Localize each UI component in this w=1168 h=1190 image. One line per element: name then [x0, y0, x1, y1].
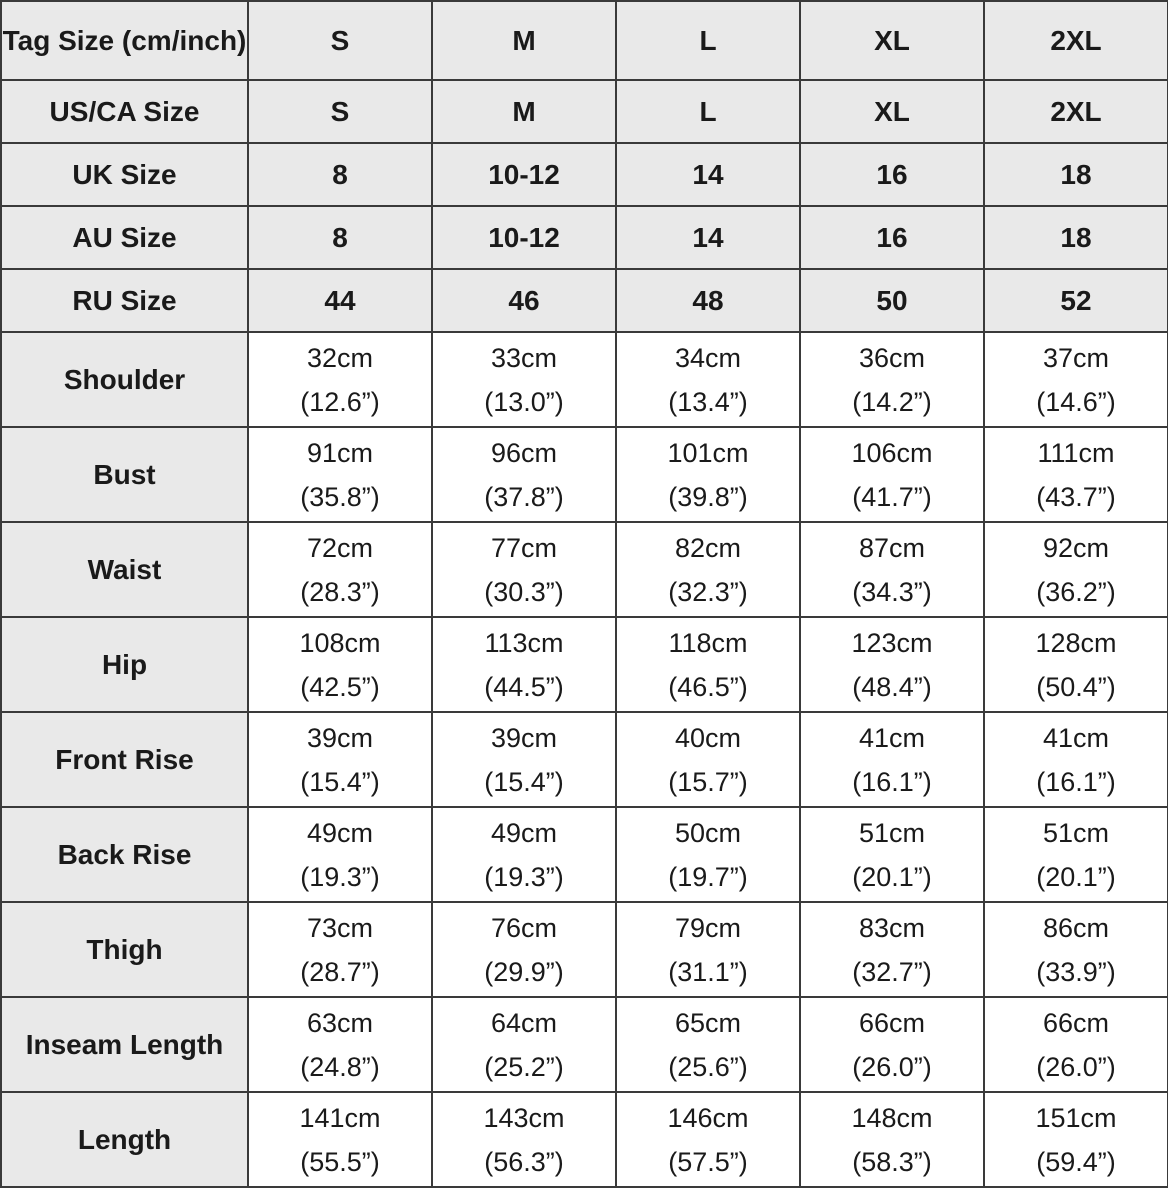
cm-value: 91cm: [306, 437, 374, 468]
measurement-cell: [800, 712, 984, 807]
inch-value: (48.4”): [852, 671, 932, 702]
inch-value: (57.5”): [668, 1146, 748, 1177]
measurement-cell: [984, 522, 1168, 617]
inch-value: (20.1”): [852, 861, 932, 892]
cm-value: 65cm: [674, 1007, 742, 1038]
size-cell: 16: [800, 143, 984, 206]
size-cell: 50: [800, 269, 984, 332]
cm-value: 106cm: [851, 437, 933, 468]
us-ca-size-row: [1, 80, 1168, 143]
inch-value: (20.1”): [1036, 861, 1116, 892]
cm-value: 63cm: [306, 1007, 374, 1038]
cm-value: 146cm: [667, 1102, 749, 1133]
au-size-row: [1, 206, 1168, 269]
measurement-cell: [432, 522, 616, 617]
row-label: RU Size: [1, 269, 248, 332]
size-cell: 44: [248, 269, 432, 332]
inch-value: (28.3”): [300, 576, 380, 607]
measurement-cell: [984, 712, 1168, 807]
cm-value: 72cm: [306, 532, 374, 563]
inch-value: (59.4”): [1036, 1146, 1116, 1177]
inch-value: (55.5”): [300, 1146, 380, 1177]
measurement-row: [1, 332, 1168, 427]
measurement-cell: [248, 1092, 432, 1187]
size-cell: XL: [800, 1, 984, 80]
cm-value: 118cm: [668, 627, 748, 658]
measurement-cell: [984, 427, 1168, 522]
inch-value: (31.1”): [668, 956, 748, 987]
measurement-cell: [616, 427, 800, 522]
row-label: Back Rise: [1, 807, 248, 902]
cm-value: 39cm: [490, 722, 558, 753]
cm-value: 141cm: [299, 1102, 381, 1133]
cm-value: 64cm: [490, 1007, 558, 1038]
cm-value: 32cm: [306, 342, 374, 373]
measurement-row: [1, 617, 1168, 712]
inch-value: (29.9”): [484, 956, 564, 987]
size-cell: 18: [984, 206, 1168, 269]
size-chart-body: [1, 1, 1168, 1187]
cm-value: 86cm: [1042, 912, 1110, 943]
measurement-cell: [248, 997, 432, 1092]
inch-value: (14.6”): [1036, 386, 1116, 417]
inch-value: (25.2”): [484, 1051, 564, 1082]
inch-value: (58.3”): [852, 1146, 932, 1177]
inch-value: (12.6”): [300, 386, 380, 417]
cm-value: 82cm: [674, 532, 742, 563]
measurement-cell: [248, 712, 432, 807]
cm-value: 33cm: [490, 342, 558, 373]
inch-value: (41.7”): [852, 481, 932, 512]
size-cell: 14: [616, 143, 800, 206]
cm-value: 92cm: [1042, 532, 1110, 563]
measurement-cell: [800, 807, 984, 902]
measurement-row: [1, 712, 1168, 807]
measurement-cell: [248, 902, 432, 997]
row-label: Shoulder: [1, 332, 248, 427]
inch-value: (16.1”): [1036, 766, 1116, 797]
inch-value: (50.4”): [1036, 671, 1116, 702]
size-cell: XL: [800, 80, 984, 143]
measurement-cell: [616, 807, 800, 902]
cm-value: 37cm: [1042, 342, 1110, 373]
cm-value: 36cm: [858, 342, 926, 373]
measurement-cell: [984, 902, 1168, 997]
cm-value: 77cm: [490, 532, 558, 563]
cm-value: 101cm: [667, 437, 749, 468]
measurement-row: [1, 522, 1168, 617]
cm-value: 113cm: [484, 627, 564, 658]
size-cell: M: [432, 1, 616, 80]
size-cell: 10-12: [432, 206, 616, 269]
measurement-cell: [800, 427, 984, 522]
ru-size-row: [1, 269, 1168, 332]
inch-value: (33.9”): [1036, 956, 1116, 987]
cm-value: 73cm: [306, 912, 374, 943]
size-cell: 46: [432, 269, 616, 332]
measurement-row: [1, 807, 1168, 902]
inch-value: (37.8”): [484, 481, 564, 512]
cm-value: 51cm: [1042, 817, 1110, 848]
cm-value: 87cm: [858, 532, 926, 563]
measurement-cell: [616, 902, 800, 997]
inch-value: (46.5”): [668, 671, 748, 702]
cm-value: 108cm: [299, 627, 381, 658]
measurement-cell: [248, 522, 432, 617]
cm-value: 79cm: [674, 912, 742, 943]
inch-value: (32.7”): [852, 956, 932, 987]
measurement-cell: [248, 617, 432, 712]
measurement-row: [1, 902, 1168, 997]
cm-value: 123cm: [851, 627, 933, 658]
size-cell: 48: [616, 269, 800, 332]
size-cell: 8: [248, 143, 432, 206]
size-cell: L: [616, 1, 800, 80]
measurement-row: [1, 427, 1168, 522]
row-label: Bust: [1, 427, 248, 522]
cm-value: 41cm: [1042, 722, 1110, 753]
cm-value: 148cm: [851, 1102, 933, 1133]
inch-value: (16.1”): [852, 766, 932, 797]
inch-value: (56.3”): [484, 1146, 564, 1177]
cm-value: 143cm: [483, 1102, 565, 1133]
cm-value: 66cm: [858, 1007, 926, 1038]
measurement-cell: [616, 997, 800, 1092]
inch-value: (35.8”): [300, 481, 380, 512]
measurement-cell: [616, 522, 800, 617]
row-label: US/CA Size: [1, 80, 248, 143]
inch-value: (19.7”): [668, 861, 748, 892]
measurement-cell: [432, 332, 616, 427]
inch-value: (30.3”): [484, 576, 564, 607]
cm-value: 83cm: [858, 912, 926, 943]
inch-value: (19.3”): [300, 861, 380, 892]
cm-value: 34cm: [674, 342, 742, 373]
tag-size-row: [1, 1, 1168, 80]
measurement-cell: [984, 332, 1168, 427]
cm-value: 128cm: [1035, 627, 1117, 658]
inch-value: (15.4”): [484, 766, 564, 797]
measurement-cell: [432, 902, 616, 997]
measurement-cell: [248, 427, 432, 522]
cm-value: 76cm: [490, 912, 558, 943]
measurement-cell: [800, 522, 984, 617]
measurement-cell: [800, 902, 984, 997]
uk-size-row: [1, 143, 1168, 206]
cm-value: 51cm: [858, 817, 926, 848]
measurement-cell: [432, 617, 616, 712]
measurement-cell: [432, 997, 616, 1092]
row-label: Thigh: [1, 902, 248, 997]
row-label: Hip: [1, 617, 248, 712]
inch-value: (25.6”): [668, 1051, 748, 1082]
size-cell: M: [432, 80, 616, 143]
measurement-cell: [248, 332, 432, 427]
inch-value: (26.0”): [852, 1051, 932, 1082]
measurement-cell: [616, 617, 800, 712]
size-cell: 8: [248, 206, 432, 269]
row-label: Waist: [1, 522, 248, 617]
row-label: Inseam Length: [1, 997, 248, 1092]
size-cell: 14: [616, 206, 800, 269]
cm-value: 96cm: [490, 437, 558, 468]
inch-value: (28.7”): [300, 956, 380, 987]
cm-value: 49cm: [306, 817, 374, 848]
measurement-cell: [616, 332, 800, 427]
measurement-cell: [800, 997, 984, 1092]
measurement-cell: [432, 427, 616, 522]
cm-value: 50cm: [674, 817, 742, 848]
size-cell: 18: [984, 143, 1168, 206]
size-cell: S: [248, 1, 432, 80]
size-cell: 2XL: [984, 80, 1168, 143]
size-cell: 16: [800, 206, 984, 269]
inch-value: (24.8”): [300, 1051, 380, 1082]
size-cell: S: [248, 80, 432, 143]
size-cell: 2XL: [984, 1, 1168, 80]
inch-value: (13.0”): [484, 386, 564, 417]
cm-value: 111cm: [1037, 437, 1115, 468]
measurement-cell: [616, 1092, 800, 1187]
inch-value: (42.5”): [300, 671, 380, 702]
cm-value: 40cm: [674, 722, 742, 753]
cm-value: 41cm: [858, 722, 926, 753]
inch-value: (15.4”): [300, 766, 380, 797]
measurement-cell: [984, 1092, 1168, 1187]
inch-value: (13.4”): [668, 386, 748, 417]
inch-value: (34.3”): [852, 576, 932, 607]
row-label: AU Size: [1, 206, 248, 269]
measurement-cell: [800, 617, 984, 712]
measurement-cell: [432, 712, 616, 807]
size-cell: 10-12: [432, 143, 616, 206]
inch-value: (19.3”): [484, 861, 564, 892]
inch-value: (44.5”): [484, 671, 564, 702]
row-label: Front Rise: [1, 712, 248, 807]
measurement-cell: [432, 807, 616, 902]
cm-value: 39cm: [306, 722, 374, 753]
cm-value: 66cm: [1042, 1007, 1110, 1038]
row-label: Length: [1, 1092, 248, 1187]
inch-value: (39.8”): [668, 481, 748, 512]
inch-value: (32.3”): [668, 576, 748, 607]
size-cell: 52: [984, 269, 1168, 332]
measurement-cell: [984, 617, 1168, 712]
inch-value: (36.2”): [1036, 576, 1116, 607]
measurement-cell: [616, 712, 800, 807]
cm-value: 151cm: [1035, 1102, 1117, 1133]
inch-value: (15.7”): [668, 766, 748, 797]
measurement-cell: [800, 332, 984, 427]
cm-value: 49cm: [490, 817, 558, 848]
row-label: UK Size: [1, 143, 248, 206]
measurement-cell: [248, 807, 432, 902]
measurement-cell: [984, 807, 1168, 902]
measurement-cell: [984, 997, 1168, 1092]
size-cell: L: [616, 80, 800, 143]
measurement-row: [1, 997, 1168, 1092]
inch-value: (26.0”): [1036, 1051, 1116, 1082]
measurement-cell: [432, 1092, 616, 1187]
inch-value: (43.7”): [1036, 481, 1116, 512]
inch-value: (14.2”): [852, 386, 932, 417]
measurement-row: [1, 1092, 1168, 1187]
measurement-cell: [800, 1092, 984, 1187]
row-label: Tag Size (cm/inch): [1, 1, 248, 80]
